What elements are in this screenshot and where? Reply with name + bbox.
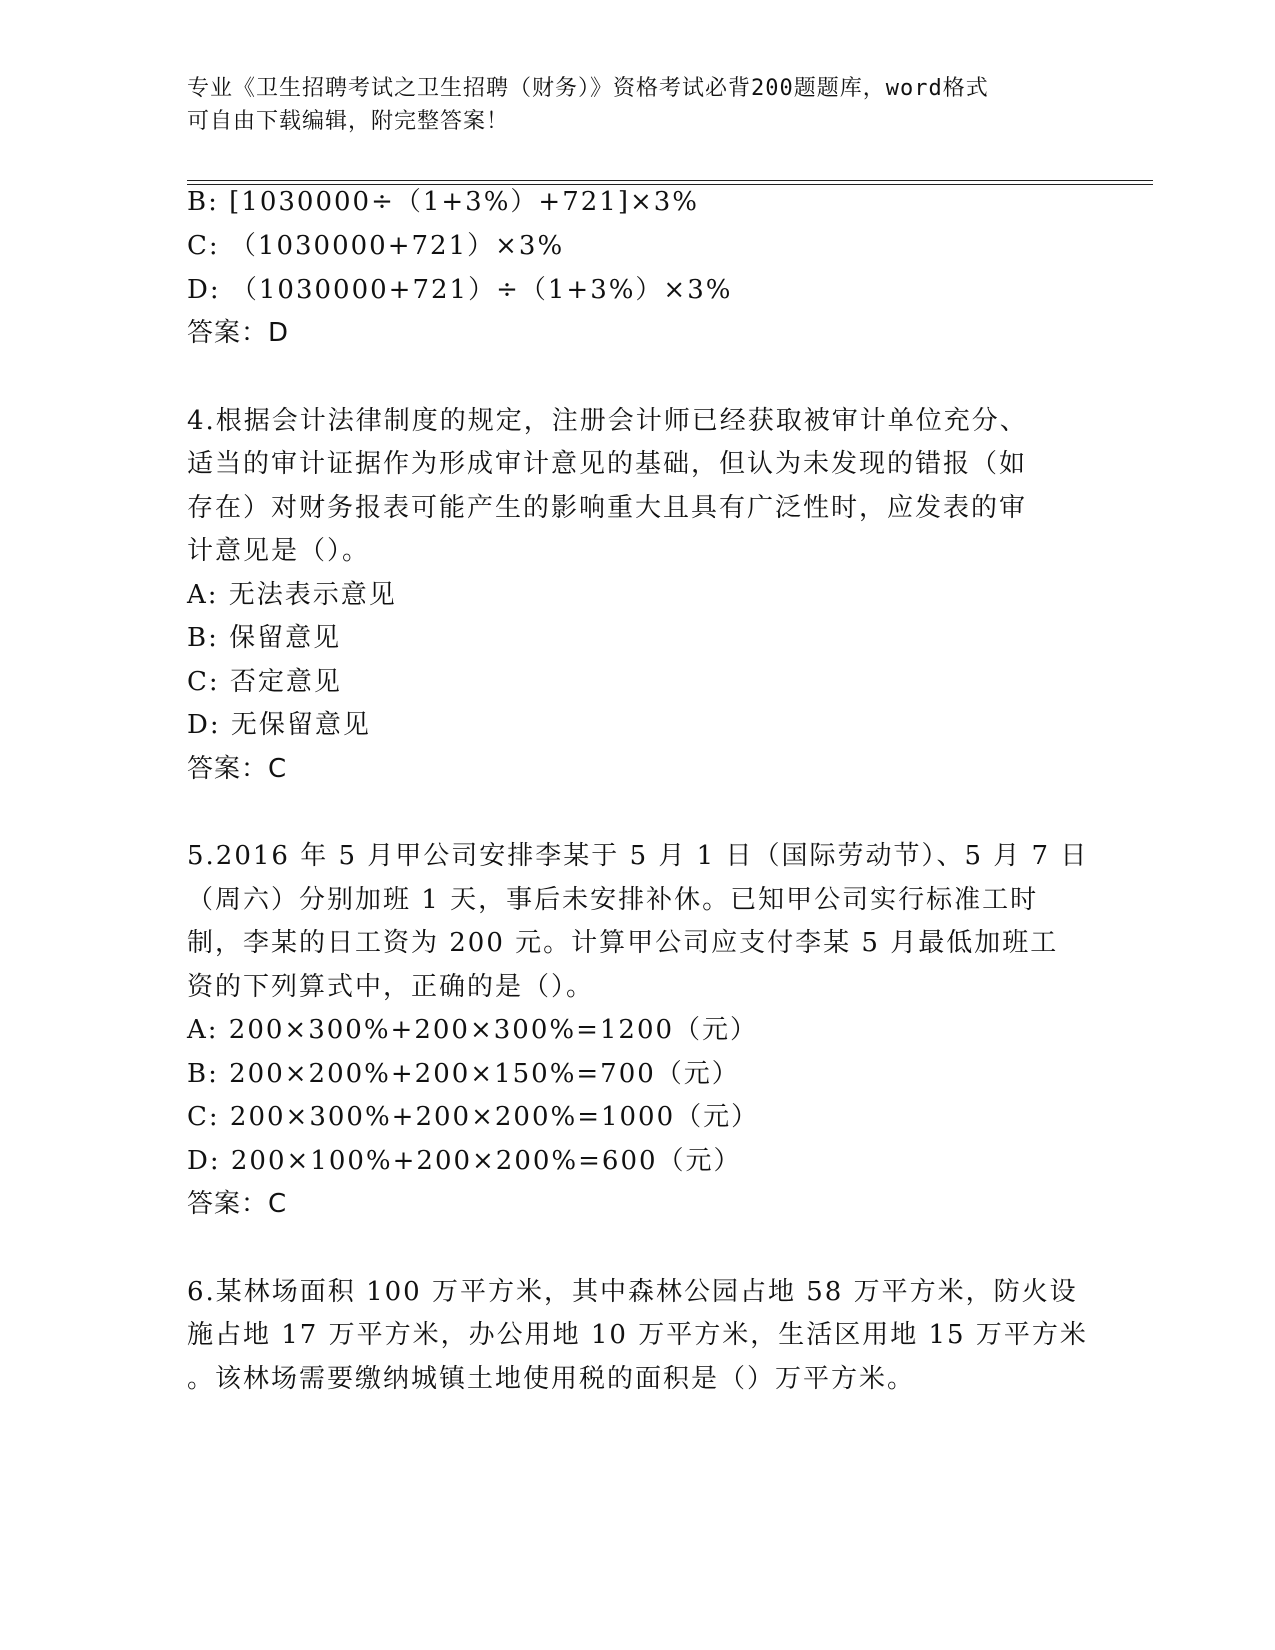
q4-stem-line-3: 存在）对财务报表可能产生的影响重大且具有广泛性时，应发表的审 <box>187 493 1028 523</box>
q3-option-c: C: （1030000+721）×3% <box>187 231 565 261</box>
header-line-1: 专业《卫生招聘考试之卫生招聘（财务）》资格考试必背200题题库，word格式 <box>187 76 989 101</box>
q4-option-c: C: 否定意见 <box>187 667 342 697</box>
q3-option-b: B: [1030000÷（1+3%）+721]×3% <box>187 187 700 217</box>
q4-stem-line-1: 4.根据会计法律制度的规定，注册会计师已经获取被审计单位充分、 <box>187 406 1028 436</box>
q6-stem-line-2: 施占地 17 万平方米，办公用地 10 万平方米，生活区用地 15 万平方米 <box>187 1320 1088 1350</box>
q4-stem-line-2: 适当的审计证据作为形成审计意见的基础，但认为未发现的错报（如 <box>187 449 1028 479</box>
q4-answer: 答案：C <box>187 754 288 784</box>
q6-stem-line-1: 6.某林场面积 100 万平方米，其中森林公园占地 58 万平方米，防火设 <box>187 1277 1078 1307</box>
q4-option-a: A: 无法表示意见 <box>187 580 397 610</box>
q5-option-c: C: 200×300%+200×200%=1000（元） <box>187 1102 760 1132</box>
q4-stem-line-4: 计意见是（）。 <box>187 536 371 566</box>
q3-option-d: D: （1030000+721）÷（1+3%）×3% <box>187 275 733 305</box>
q6-stem-line-3: 。该林场需要缴纳城镇土地使用税的面积是（）万平方米。 <box>187 1364 916 1394</box>
q5-stem-line-2: （周六）分别加班 1 天，事后未安排补休。已知甲公司实行标准工时 <box>187 885 1039 915</box>
q5-stem-line-4: 资的下列算式中，正确的是（）。 <box>187 972 595 1002</box>
q4-option-b: B: 保留意见 <box>187 623 342 653</box>
header-line-2: 可自由下载编辑，附完整答案！ <box>187 109 510 134</box>
q3-answer: 答案：D <box>187 318 290 348</box>
q5-answer: 答案：C <box>187 1189 288 1219</box>
q5-option-a: A: 200×300%+200×300%=1200（元） <box>187 1015 759 1045</box>
q5-option-d: D: 200×100%+200×200%=600（元） <box>187 1146 742 1176</box>
q4-option-d: D: 无保留意见 <box>187 710 371 740</box>
q5-option-b: B: 200×200%+200×150%=700（元） <box>187 1059 740 1089</box>
q5-stem-line-1: 5.2016 年 5 月甲公司安排李某于 5 月 1 日（国际劳动节）、5 月 7 日 <box>187 841 1089 871</box>
header-rule-top <box>187 180 1153 181</box>
q5-stem-line-3: 制，李某的日工资为 200 元。计算甲公司应支付李某 5 月最低加班工 <box>187 928 1059 958</box>
document-header <box>187 72 1067 138</box>
